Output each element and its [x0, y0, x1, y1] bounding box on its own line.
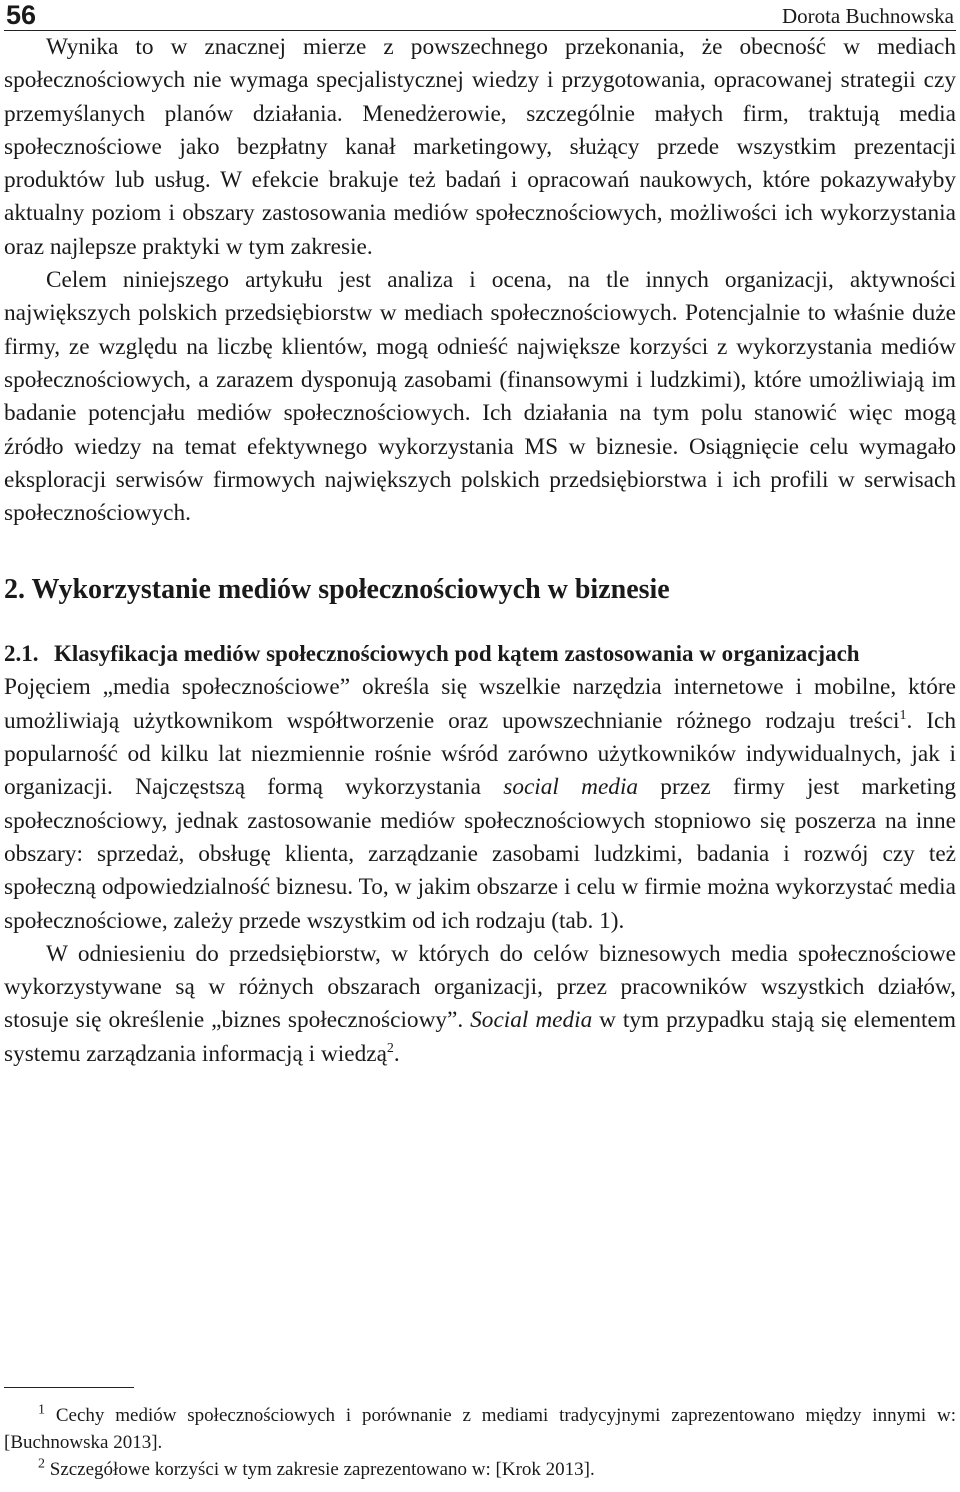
- running-head-author: Dorota Buchnowska: [781, 4, 954, 28]
- italic-term: social media: [503, 774, 639, 801]
- paragraph-definition: Pojęciem „media społecznościowe” określa się wszelkie narzędzia internetowe i mobilne, które umożliwiają użytkownikom współtworzenie oraz upowszechnianie różnego rodzaju treści$^1$. Ich popularność od kilku lat niezmiennie rośnie wśród zarówno użytkowników indywidualnych, jak i organizacji. Najczęstszą formą wykorzystania social media przez firmy jest marketing społecznościowy, jednak zastosowanie mediów społecznościowych stopniowo się poszerza na inne obszary: sprzedaż, obsługę klienta, zarządzanie zasobami ludzkimi, badania i rozwój czy też społeczną odpowiedzialność biznesu. To, w jakim obszarze i celu w firmie można wykorzystać media społecznościowe, zależy przede wszystkim od ich rodzaju (tab. 1).: [4, 674, 956, 934]
- italic-term: Social media: [470, 1007, 593, 1034]
- subsection-title: Klasyfikacja mediów społecznościowych pod kątem zastosowania w organizacjach: [54, 641, 860, 667]
- footnote-divider: [4, 1387, 134, 1388]
- footnote-2: $^2$ Szczegółowe korzyści w tym zakresie zaprezentowano w: [Krok 2013].: [38, 1456, 595, 1480]
- paragraph-intro-1: Wynika to w znacznej mierze z powszechnego przekonania, że obecność w mediach społecznościowych nie wymaga specjalistycznej wiedzy i przygotowania, opracowanej strategii czy przemyślanych planów działania. Menedżerowie, szczególnie małych firm, traktują media społecznościowe jako bezpłatny kanał marketingowy, służący przede wszystkim prezentacji produktów lub usług. W efekcie brakuje też badań i opracowań naukowych, które pokazywałyby aktualny poziom i obszary zastosowania mediów społecznościowych, możliwości ich wykorzystania oraz najlepsze praktyki w tym zakresie.: [4, 34, 956, 260]
- section-heading: 2. Wykorzystanie mediów społecznościowych w biznesie: [4, 574, 670, 606]
- paragraph-social-business: W odniesieniu do przedsiębiorstw, w których do celów biznesowych media społecznościowe wykorzystywane są w różnych obszarach organizacji, przez pracowników wszystkich działów, stosuje się określenie „biznes społecznościowy”. Social media w tym przypadku stają się elementem systemu zarządzania informacją i wiedzą$^2$.: [4, 940, 956, 1067]
- page-number: 56: [6, 0, 37, 30]
- footnote-mark: 1: [38, 1402, 45, 1418]
- footnote-mark: 2: [38, 1456, 45, 1472]
- footnotes: [4, 1402, 956, 1483]
- footnote-1: $^1$ Cechy mediów społecznościowych i porównanie z mediami tradycyjnymi zaprezentowano między innymi w: [Buchnowska 2013].: [4, 1402, 956, 1453]
- subsection-number: 2.1.: [4, 641, 39, 667]
- footnote-ref-1[interactable]: 1: [899, 707, 907, 723]
- running-header: [4, 0, 956, 31]
- paragraph-intro-2: Celem niniejszego artykułu jest analiza i ocena, na tle innych organizacji, aktywności największych polskich przedsiębiorstw w mediach społecznościowych. Potencjalnie to właśnie duże firmy, ze względu na liczbę klientów, mogą odnieść największe korzyści z wykorzystania mediów społecznościowych, a zarazem dysponują zasobami (finansowymi i ludzkimi), które umożliwiają im badanie potencjału mediów społecznościowych. Ich działania na tym polu stanowić więc mogą źródło wiedzy na temat efektywnego wykorzystania MS w biznesie. Osiągnięcie celu wymagało eksploracji serwisów firmowych największych polskich przedsiębiorstwa i ich profili w serwisach społecznościowych.: [4, 267, 956, 527]
- main-text: [4, 31, 956, 1071]
- subsection-heading: [4, 637, 956, 671]
- footnote-ref-2[interactable]: 2: [386, 1040, 394, 1056]
